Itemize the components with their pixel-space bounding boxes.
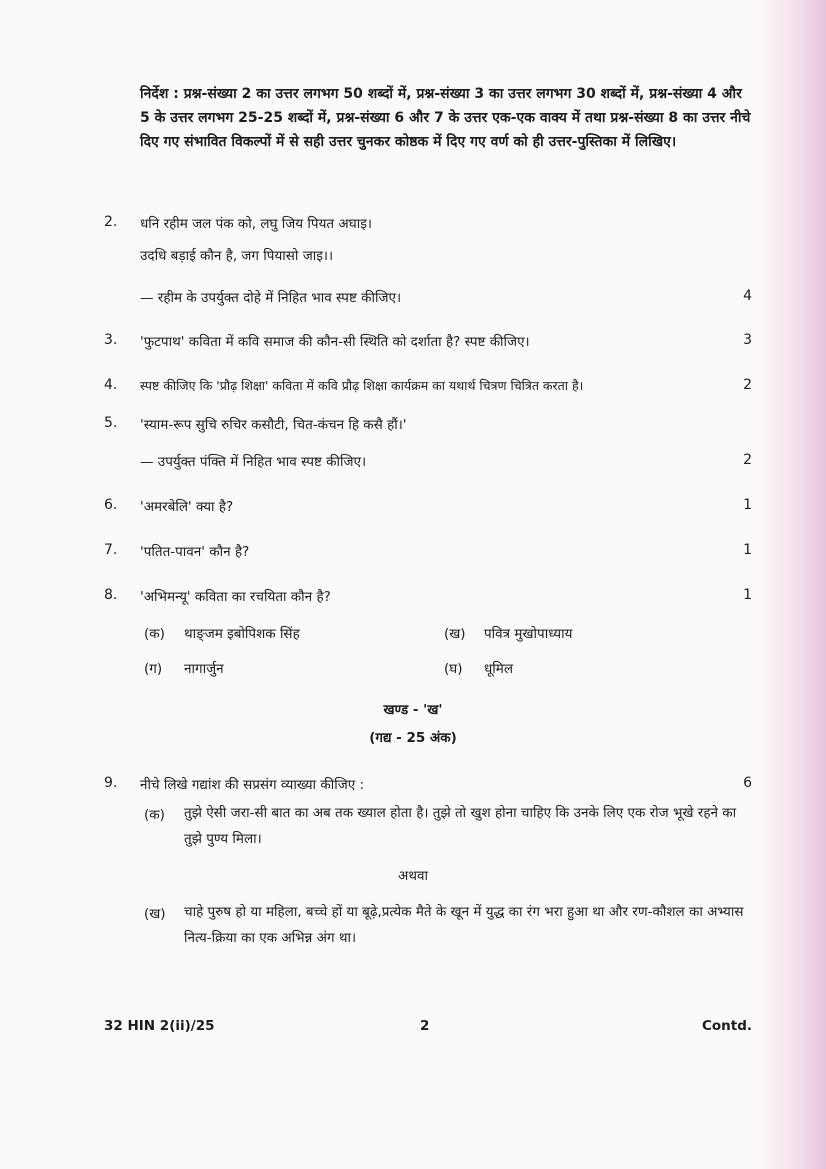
question-number: 6. bbox=[104, 497, 118, 513]
paper-edge-stain bbox=[756, 0, 826, 1169]
section-subtitle: (गद्य - 25 अंक) bbox=[369, 730, 457, 746]
option-text: धूमिल bbox=[484, 661, 514, 677]
question-text: 'फुटपाथ' कविता में कवि समाज की कौन-सी स्थिति को दर्शाता है? स्पष्ट कीजिए। bbox=[140, 334, 530, 350]
question-text: 'अमरबेलि' क्या है? bbox=[140, 499, 234, 515]
question-number: 8. bbox=[104, 587, 118, 603]
option-text: पवित्र मुखोपाध्याय bbox=[484, 626, 573, 642]
option-text: नागार्जुन bbox=[184, 661, 224, 677]
option-label: (ख) bbox=[444, 626, 466, 642]
question-number: 3. bbox=[104, 332, 118, 348]
marks: 4 bbox=[743, 288, 752, 304]
marks: 2 bbox=[743, 377, 752, 393]
question-line: — रहीम के उपर्युक्त दोहे में निहित भाव स्पष्ट कीजिए। bbox=[140, 290, 402, 306]
question-number: 5. bbox=[104, 415, 118, 431]
question-text: स्पष्ट कीजिए कि 'प्रौढ़ शिक्षा' कविता में कवि प्रौढ़ शिक्षा कार्यक्रम का यथार्थ चित्रण चित्रित करता है। bbox=[140, 378, 584, 393]
section-title: खण्ड - 'ख' bbox=[383, 702, 443, 718]
passage-label: (ख) bbox=[144, 906, 166, 922]
passage-a: तुझे ऐसी जरा-सी बात का अब तक ख्याल होता है। तुझे तो खुश होना चाहिए कि उनके लिए एक रोज भूखे रहने का तुझे पुण्य मिला। bbox=[184, 805, 737, 847]
question-number: 7. bbox=[104, 542, 118, 558]
option-label: (ग) bbox=[144, 661, 163, 677]
question-line: — उपर्युक्त पंक्ति में निहित भाव स्पष्ट कीजिए। bbox=[140, 454, 367, 470]
instructions: निर्देश : प्रश्न-संख्या 2 का उत्तर लगभग 50 शब्दों में, प्रश्न-संख्या 3 का उत्तर लगभग 30 शब्दों में, प्रश्न-संख्या 4 और 5 के उत्तर लगभग 25-25 शब्दों में, प्रश्न-संख्या 6 और 7 के उत्तर एक-एक वाक्य में तथा प्रश्न-संख्या 8 का उत्तर नीचे दिए गए संभावित विकल्पों में से सही उत्तर चुनकर कोष्ठक में दिए गए वर्ण को ही उत्तर-पुस्तिका में लिखिए। bbox=[140, 86, 751, 150]
option-label: (घ) bbox=[444, 661, 463, 677]
marks: 1 bbox=[743, 587, 752, 603]
marks: 3 bbox=[743, 332, 752, 348]
question-line: उदधि बड़ाई कौन है, जग पियासो जाइ।। bbox=[140, 248, 334, 264]
marks: 2 bbox=[743, 452, 752, 468]
question-text: 'अभिमन्यू' कविता का रचयिता कौन है? bbox=[140, 589, 331, 605]
contd-label: Contd. bbox=[701, 1018, 752, 1034]
question-line: 'स्याम-रूप सुचि रुचिर कसौटी, चित-कंचन हि कसै हौं।' bbox=[140, 417, 407, 433]
question-number: 9. bbox=[104, 775, 118, 791]
page-number: 2 bbox=[420, 1018, 430, 1034]
question-text: 'पतित-पावन' कौन है? bbox=[140, 544, 250, 560]
question-number: 4. bbox=[104, 377, 118, 393]
question-number: 2. bbox=[104, 214, 118, 230]
question-text: नीचे लिखे गद्यांश की सप्रसंग व्याख्या कीजिए : bbox=[140, 777, 365, 793]
passage-b: चाहे पुरुष हो या महिला, बच्चे हों या बूढ़े,प्रत्येक मैते के खून में युद्ध का रंग भरा हुआ था और रण-कौशल का अभ्यास नित्य-क्रिया का एक अभिन्न अंग था। bbox=[184, 904, 744, 946]
passage-label: (क) bbox=[144, 807, 165, 823]
question-line: धनि रहीम जल पंक को, लघु जिय पियत अघाइ। bbox=[140, 216, 372, 232]
marks: 6 bbox=[743, 775, 752, 791]
option-label: (क) bbox=[144, 626, 165, 642]
option-text: थाङ्जम इबोपिशक सिंह bbox=[184, 626, 300, 642]
or-text: अथवा bbox=[398, 868, 428, 884]
marks: 1 bbox=[743, 497, 752, 513]
marks: 1 bbox=[743, 542, 752, 558]
paper-code: 32 HIN 2(ii)/25 bbox=[104, 1018, 215, 1034]
